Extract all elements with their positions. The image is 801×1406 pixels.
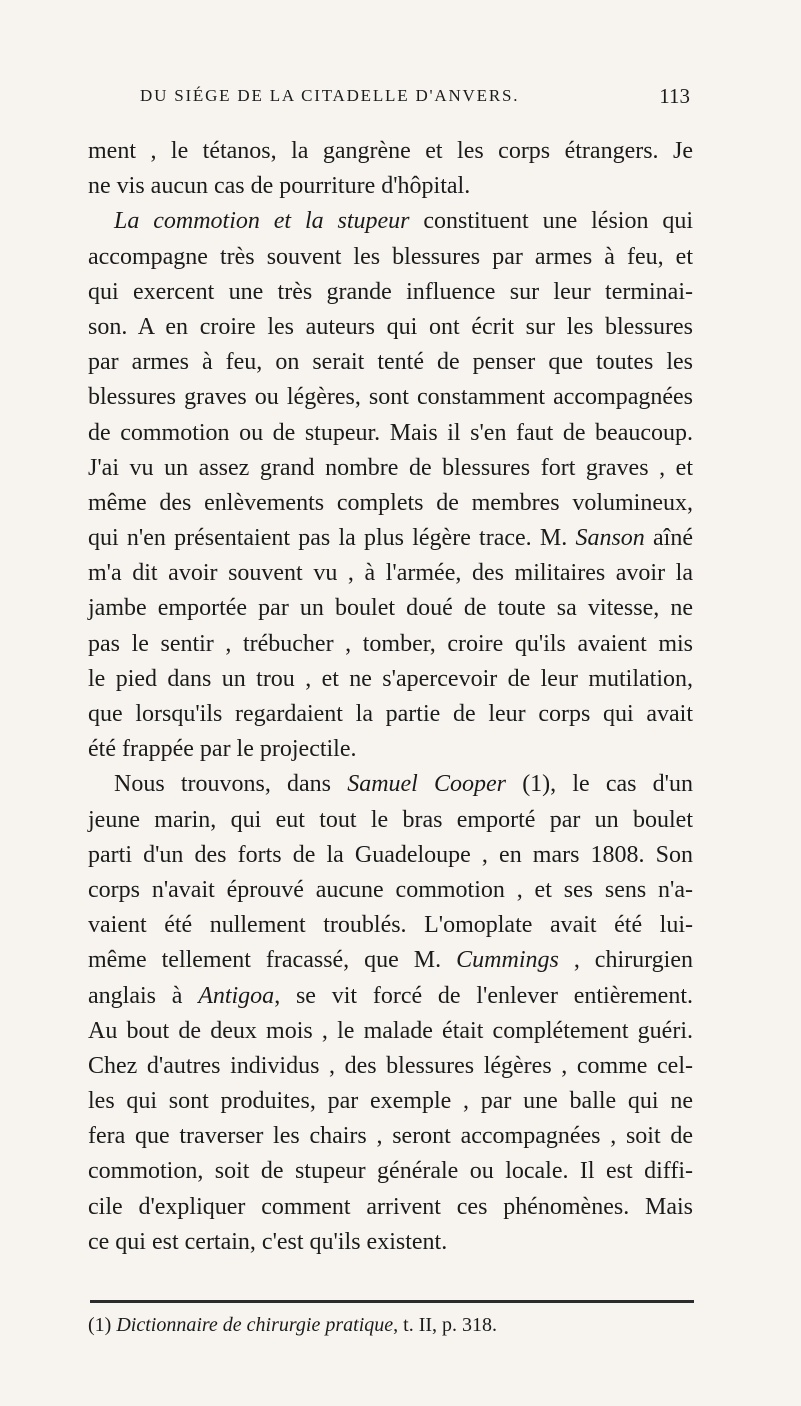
text-line: par armes à feu, on serait tenté de penser que toutes les — [88, 349, 693, 376]
text-segment: (1), le cas d'un — [506, 771, 693, 798]
text-line: que lorsqu'ils regardaient la partie de leur corps qui avait — [88, 701, 693, 727]
text-segment: qui n'en présentaient pas la plus légère trace. M. — [88, 525, 576, 552]
text-line — [88, 204, 693, 239]
text-line: J'ai vu un assez grand nombre de blessures fort graves , et — [88, 454, 693, 481]
text-line: pas le sentir , trébucher , tomber, croire qu'ils avaient mis — [88, 630, 693, 657]
text-line: jambe emportée par un boulet doué de toute sa vitesse, ne — [88, 595, 693, 622]
footnote-marker: (1) — [88, 1314, 117, 1336]
text-line — [88, 943, 693, 978]
text-segment: même tellement fracassé, que M. — [88, 947, 457, 974]
text-segment: , se vit forcé de l'enlever entièrement. — [274, 982, 693, 1009]
text-line: jeune marin, qui eut tout le bras emporté par un boulet — [88, 806, 693, 833]
text-line: fera que traverser les chairs , seront accompagnées , soit de — [88, 1123, 693, 1150]
place-name: Antigoa — [198, 982, 275, 1009]
footnote — [88, 1314, 698, 1337]
text-line: vaient été nullement troublés. L'omoplate avait été lui- — [88, 912, 693, 939]
running-head: DU SIÉGE DE LA CITADELLE D'ANVERS. — [140, 86, 520, 105]
text-line: ne vis aucun cas de pourriture d'hôpital. — [88, 173, 471, 200]
text-line: le pied dans un trou , et ne s'apercevoir de leur mutilation, — [88, 665, 693, 692]
text-line: qui exercent une très grande influence sur leur terminai- — [88, 278, 693, 305]
text-line: ment , le tétanos, la gangrène et les corps étrangers. Je — [88, 138, 693, 164]
emphasis: La commotion et la stupeur — [114, 208, 410, 235]
text-line: son. A en croire les auteurs qui ont écrit sur les blessures — [88, 313, 693, 340]
text-line — [88, 521, 693, 556]
text-line: m'a dit avoir souvent vu , à l'armée, des militaires avoir la — [88, 560, 693, 587]
text-segment: , chirurgien — [558, 947, 693, 974]
text-line: corps n'avait éprouvé aucune commotion , et ses sens n'a- — [88, 876, 693, 903]
text-line: cile d'expliquer comment arrivent ces phénomènes. Mais — [88, 1193, 693, 1220]
text-line: Chez d'autres individus , des blessures légères , comme cel- — [88, 1052, 693, 1079]
text-line: parti d'un des forts de la Guadeloupe , en mars 1808. Son — [88, 841, 693, 868]
text-line — [88, 767, 693, 802]
text-line: de commotion ou de stupeur. Mais il s'en faut de beaucoup. — [88, 419, 693, 446]
text-line — [88, 979, 693, 1014]
text-line: blessures graves ou légères, sont constamment accompagnées — [88, 384, 693, 411]
text-line: Au bout de deux mois , le malade était complétement guéri. — [88, 1017, 693, 1044]
author-name: Sanson — [575, 525, 645, 552]
author-name: Samuel Cooper — [347, 771, 507, 798]
text-line: ce qui est certain, c'est qu'ils existent. — [88, 1228, 448, 1255]
text-segment: constituent une lésion qui — [409, 208, 693, 235]
text-segment: anglais à — [88, 982, 199, 1009]
footnote-ref: , t. II, p. 318. — [393, 1314, 498, 1336]
text-line: les qui sont produites, par exemple , par une balle qui ne — [88, 1088, 693, 1115]
body-text — [88, 134, 693, 1260]
footnote-title: Dictionnaire de chirurgie pratique — [116, 1314, 394, 1336]
footnote-rule — [90, 1300, 694, 1303]
text-segment: aîné — [644, 525, 693, 552]
surgeon-name: Cummings — [456, 947, 559, 974]
page-number: 113 — [659, 84, 690, 108]
text-line: même des enlèvements complets de membres volumineux, — [88, 489, 693, 516]
text-line: été frappée par le projectile. — [88, 736, 357, 763]
text-line: accompagne très souvent les blessures par armes à feu, et — [88, 243, 693, 270]
page-header — [140, 84, 690, 114]
text-segment: Nous trouvons, dans — [114, 771, 348, 798]
text-line: commotion, soit de stupeur générale ou locale. Il est diffi- — [88, 1158, 693, 1185]
